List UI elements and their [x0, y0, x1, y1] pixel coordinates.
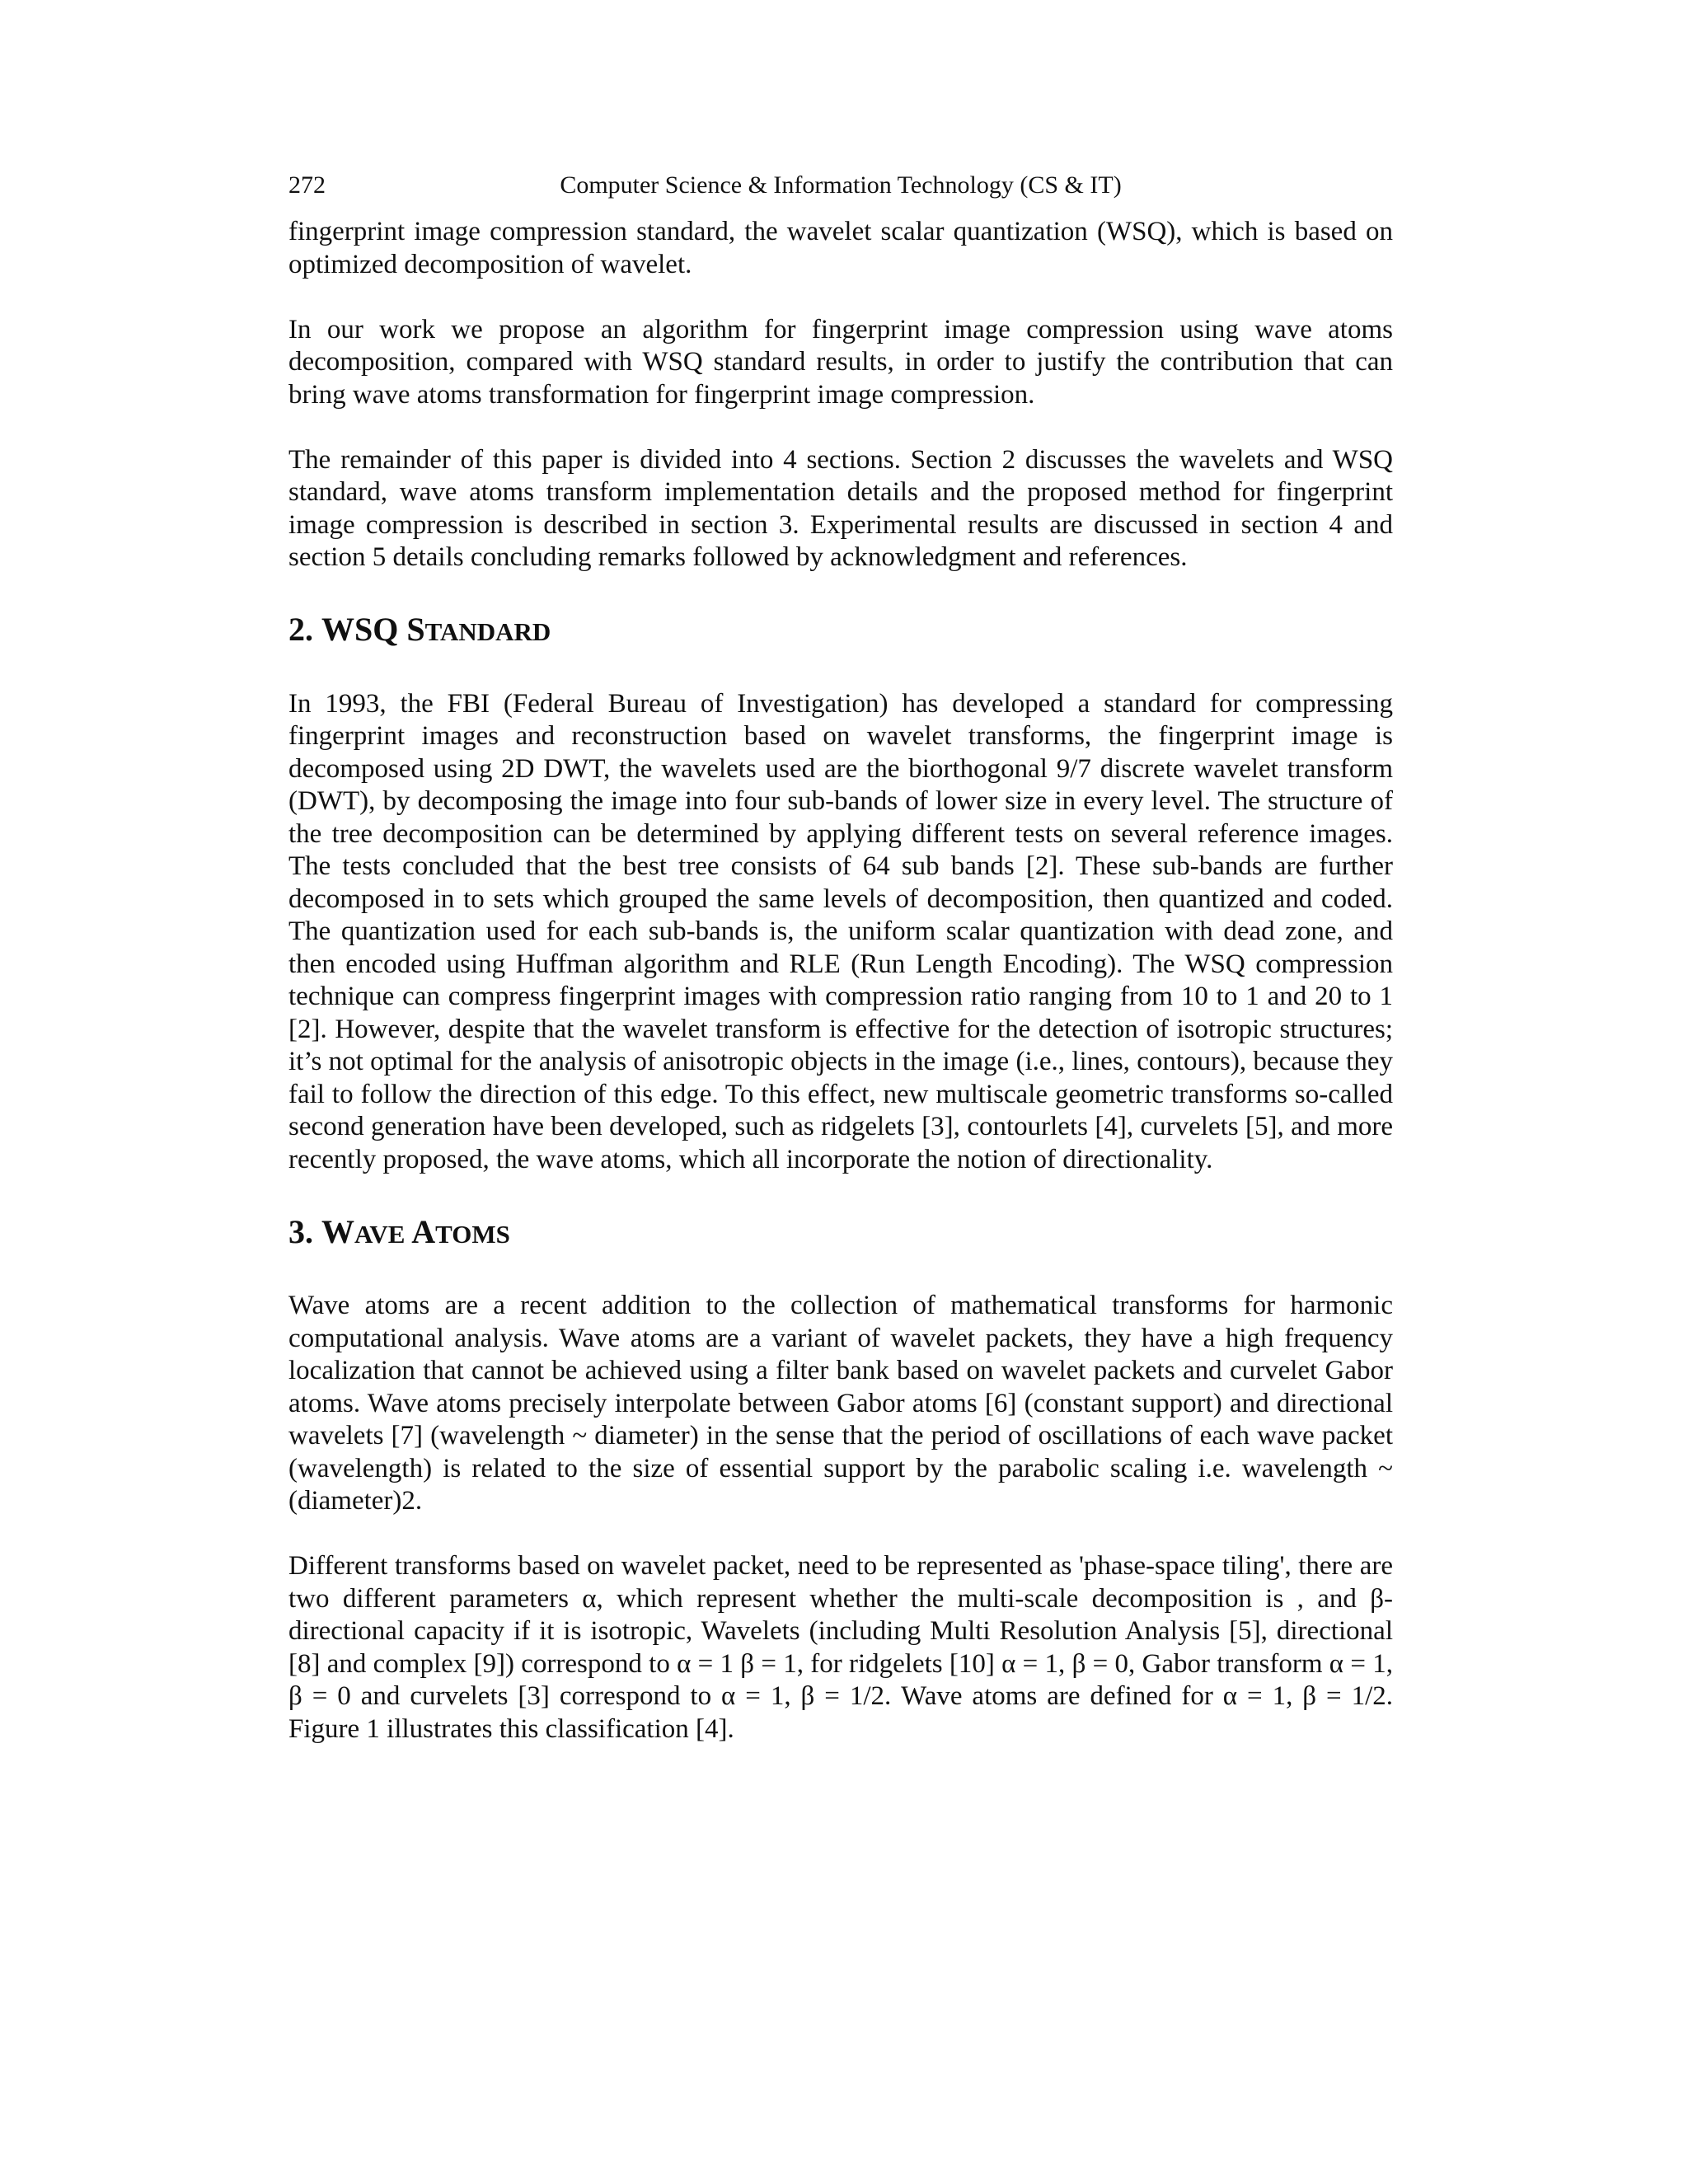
paragraph-gap — [288, 655, 1393, 688]
section-title-small-caps: TANDARD — [424, 617, 551, 646]
section-title-caps: W — [321, 1212, 354, 1250]
paragraph-gap — [288, 1258, 1393, 1291]
body-text — [288, 216, 1393, 1746]
paragraph-gap — [288, 1176, 1393, 1209]
paragraph-paper-outline: The remainder of this paper is divided into 4 sections. Section 2 discusses the wavelets and WSQ standard, wave atoms transform implementation details and the proposed method for fingerprint image compression is described in section 3. Experimental results are discussed in section 4 and section 5 details concluding remarks followed by acknowledgment and references. — [288, 444, 1393, 572]
paragraph-intro-continued: fingerprint image compression standard, the wavelet scalar quantization (WSQ), which is based on optimized decomposition of wavelet. — [288, 217, 1393, 279]
paragraph-gap — [288, 281, 1393, 314]
section-title-small-caps: TOMS — [435, 1219, 510, 1249]
paragraph-our-work: In our work we propose an algorithm for fingerprint image compression using wave atoms decomposition, compared with WSQ standard results, in order to justify the contribution that can bring wave atoms transformation for fingerprint image compression. — [288, 314, 1393, 410]
paragraph-wave-atoms-definition: Wave atoms are a recent addition to the collection of mathematical transforms for harmonic computational analysis. Wave atoms are a variant of wavelet packets, they have a high frequency localization that cannot be achieved using a filter bank based on wavelet packets and curvelet Gabor atoms. Wave atoms precisely interpolate between Gabor atoms [6] (constant support) and directional wavelets [7] (wavelength ~ diameter) in the sense that the period of oscillations of each wave packet (wavelength) is related to the size of essential support by the parabolic scaling i.e. wavelength ~ (diameter)2. — [288, 1291, 1393, 1516]
paragraph-gap — [288, 1518, 1393, 1551]
paragraph-gap — [288, 574, 1393, 607]
section-title-caps: WSQ S — [321, 611, 425, 648]
running-header — [288, 169, 1393, 202]
section-number: 3. — [288, 1212, 313, 1250]
section-heading-wsq-standard — [288, 607, 1393, 655]
journal-title: Computer Science & Information Technology (CS & IT) — [560, 171, 1122, 199]
section-heading-wave-atoms — [288, 1209, 1393, 1258]
section-number: 2. — [288, 611, 313, 648]
section-title-small-caps: AVE — [354, 1219, 412, 1249]
paragraph-wsq-standard: In 1993, the FBI (Federal Bureau of Investigation) has developed a standard for compressing fingerprint images and reconstruction based on wavelet transforms, the fingerprint image is decomposed using 2D DWT, the wavelets used are the biorthogonal 9/7 discrete wavelet transform (DWT), by decomposing the image into four sub-bands of lower size in every level. The structure of the tree decomposition can be determined by applying different tests on several reference images. The tests concluded that the best tree consists of 64 sub bands [2]. These sub-bands are further decomposed in to sets which grouped the same levels of decomposition, then quantized and coded. The quantization used for each sub-bands is, the uniform scalar quantization with dead zone, and then encoded using Huffman algorithm and RLE (Run Length Encoding). The WSQ compression technique can compress fingerprint images with compression ratio ranging from 10 to 1 and 20 to 1 [2]. However, despite that the wavelet transform is effective for the detection of isotropic structures; it’s not optimal for the analysis of anisotropic objects in the image (i.e., lines, contours), because they fail to follow the direction of this edge. To this effect, new multiscale geometric transforms so-called second generation have been developed, such as ridgelets [3], contourlets [4], curvelets [5], and more recently proposed, the wave atoms, which all incorporate the notion of directionality. — [288, 688, 1393, 1174]
paragraph-wave-atoms-classification: Different transforms based on wavelet packet, need to be represented as 'phase-space tiling', there are two different parameters α, which represent whether the multi-scale decomposition is , and β-directional capacity if it is isotropic, Wavelets (including Multi Resolution Analysis [5], directional [8] and complex [9]) correspond to α = 1 β = 1, for ridgelets [10] α = 1, β = 0, Gabor transform α = 1, β = 0 and curvelets [3] correspond to α = 1, β = 1/2. Wave atoms are defined for α = 1, β = 1/2. Figure 1 illustrates this classification [4]. — [288, 1551, 1393, 1744]
page-number: 272 — [288, 171, 326, 199]
section-title-caps: A — [411, 1212, 436, 1250]
paragraph-gap — [288, 411, 1393, 444]
